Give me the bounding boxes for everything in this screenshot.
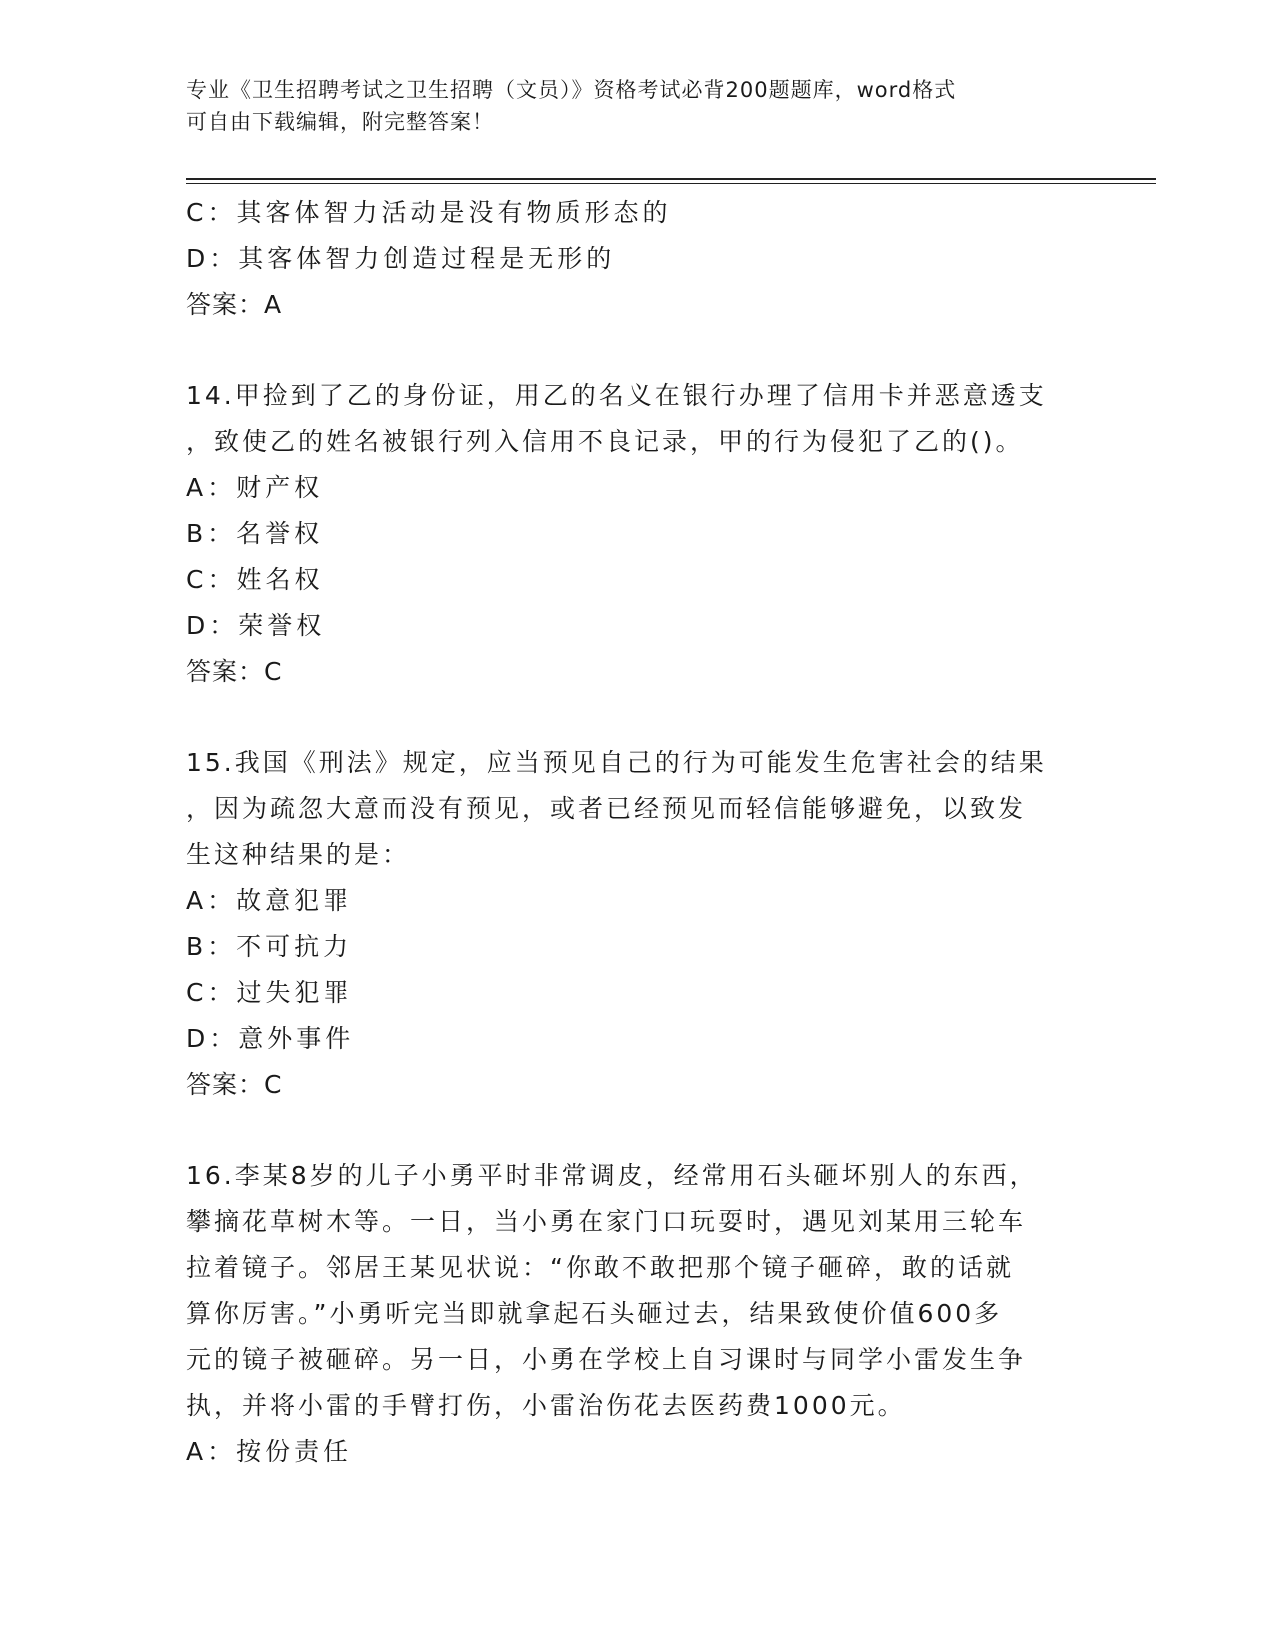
option-c: C：过失犯罪 xyxy=(186,978,353,1007)
answer: 答案：C xyxy=(186,657,283,686)
question-line: 执，并将小雷的手臂打伤，小雷治伤花去医药费1000元。 xyxy=(186,1391,906,1420)
spacer xyxy=(186,695,1086,740)
header-line-2: 可自由下载编辑，附完整答案！ xyxy=(186,110,494,134)
option-b: B：不可抗力 xyxy=(186,932,353,961)
answer: 答案：A xyxy=(186,290,283,319)
option-a: A：按份责任 xyxy=(186,1437,353,1466)
option-a: A：财产权 xyxy=(186,473,324,502)
question-line: 14.甲捡到了乙的身份证，用乙的名义在银行办理了信用卡并恶意透支 xyxy=(186,381,1047,410)
question-line: 拉着镜子。邻居王某见状说：“你敢不敢把那个镜子砸碎，敢的话就 xyxy=(186,1253,1014,1282)
header-divider xyxy=(186,178,1156,180)
option-c: C：姓名权 xyxy=(186,565,324,594)
spacer xyxy=(186,1108,1086,1153)
question-line: ，致使乙的姓名被银行列入信用不良记录，甲的行为侵犯了乙的()。 xyxy=(186,427,1024,456)
header-divider-thin xyxy=(186,183,1156,184)
spacer xyxy=(186,328,1086,373)
question-15 xyxy=(186,740,1086,1108)
question-16 xyxy=(186,1153,1086,1475)
question-line: 元的镜子被砸碎。另一日，小勇在学校上自习课时与同学小雷发生争 xyxy=(186,1345,1027,1374)
header-line-1: 专业《卫生招聘考试之卫生招聘（文员）》资格考试必背200题题库，word格式 xyxy=(186,78,957,102)
question-line: 16.李某8岁的儿子小勇平时非常调皮，经常用石头砸坏别人的东西， xyxy=(186,1161,1038,1190)
option-c: C：其客体智力活动是没有物质形态的 xyxy=(186,198,672,227)
question-line: 算你厉害。”小勇听完当即就拿起石头砸过去，结果致使价值600多 xyxy=(186,1299,1003,1328)
question-line: 15.我国《刑法》规定，应当预见自己的行为可能发生危害社会的结果 xyxy=(186,748,1047,777)
option-a: A：故意犯罪 xyxy=(186,886,353,915)
page-header xyxy=(186,74,1086,138)
option-d: D：荣誉权 xyxy=(186,611,326,640)
question-line: 攀摘花草树木等。一日，当小勇在家门口玩耍时，遇见刘某用三轮车 xyxy=(186,1207,1027,1236)
option-d: D：意外事件 xyxy=(186,1024,355,1053)
question-line: ，因为疏忽大意而没有预见，或者已经预见而轻信能够避免，以致发 xyxy=(186,794,1027,823)
document-body xyxy=(186,190,1086,1475)
option-d: D：其客体智力创造过程是无形的 xyxy=(186,244,616,273)
question-13-tail xyxy=(186,190,1086,328)
question-line: 生这种结果的是： xyxy=(186,840,411,869)
question-14 xyxy=(186,373,1086,695)
answer: 答案：C xyxy=(186,1070,283,1099)
option-b: B：名誉权 xyxy=(186,519,324,548)
